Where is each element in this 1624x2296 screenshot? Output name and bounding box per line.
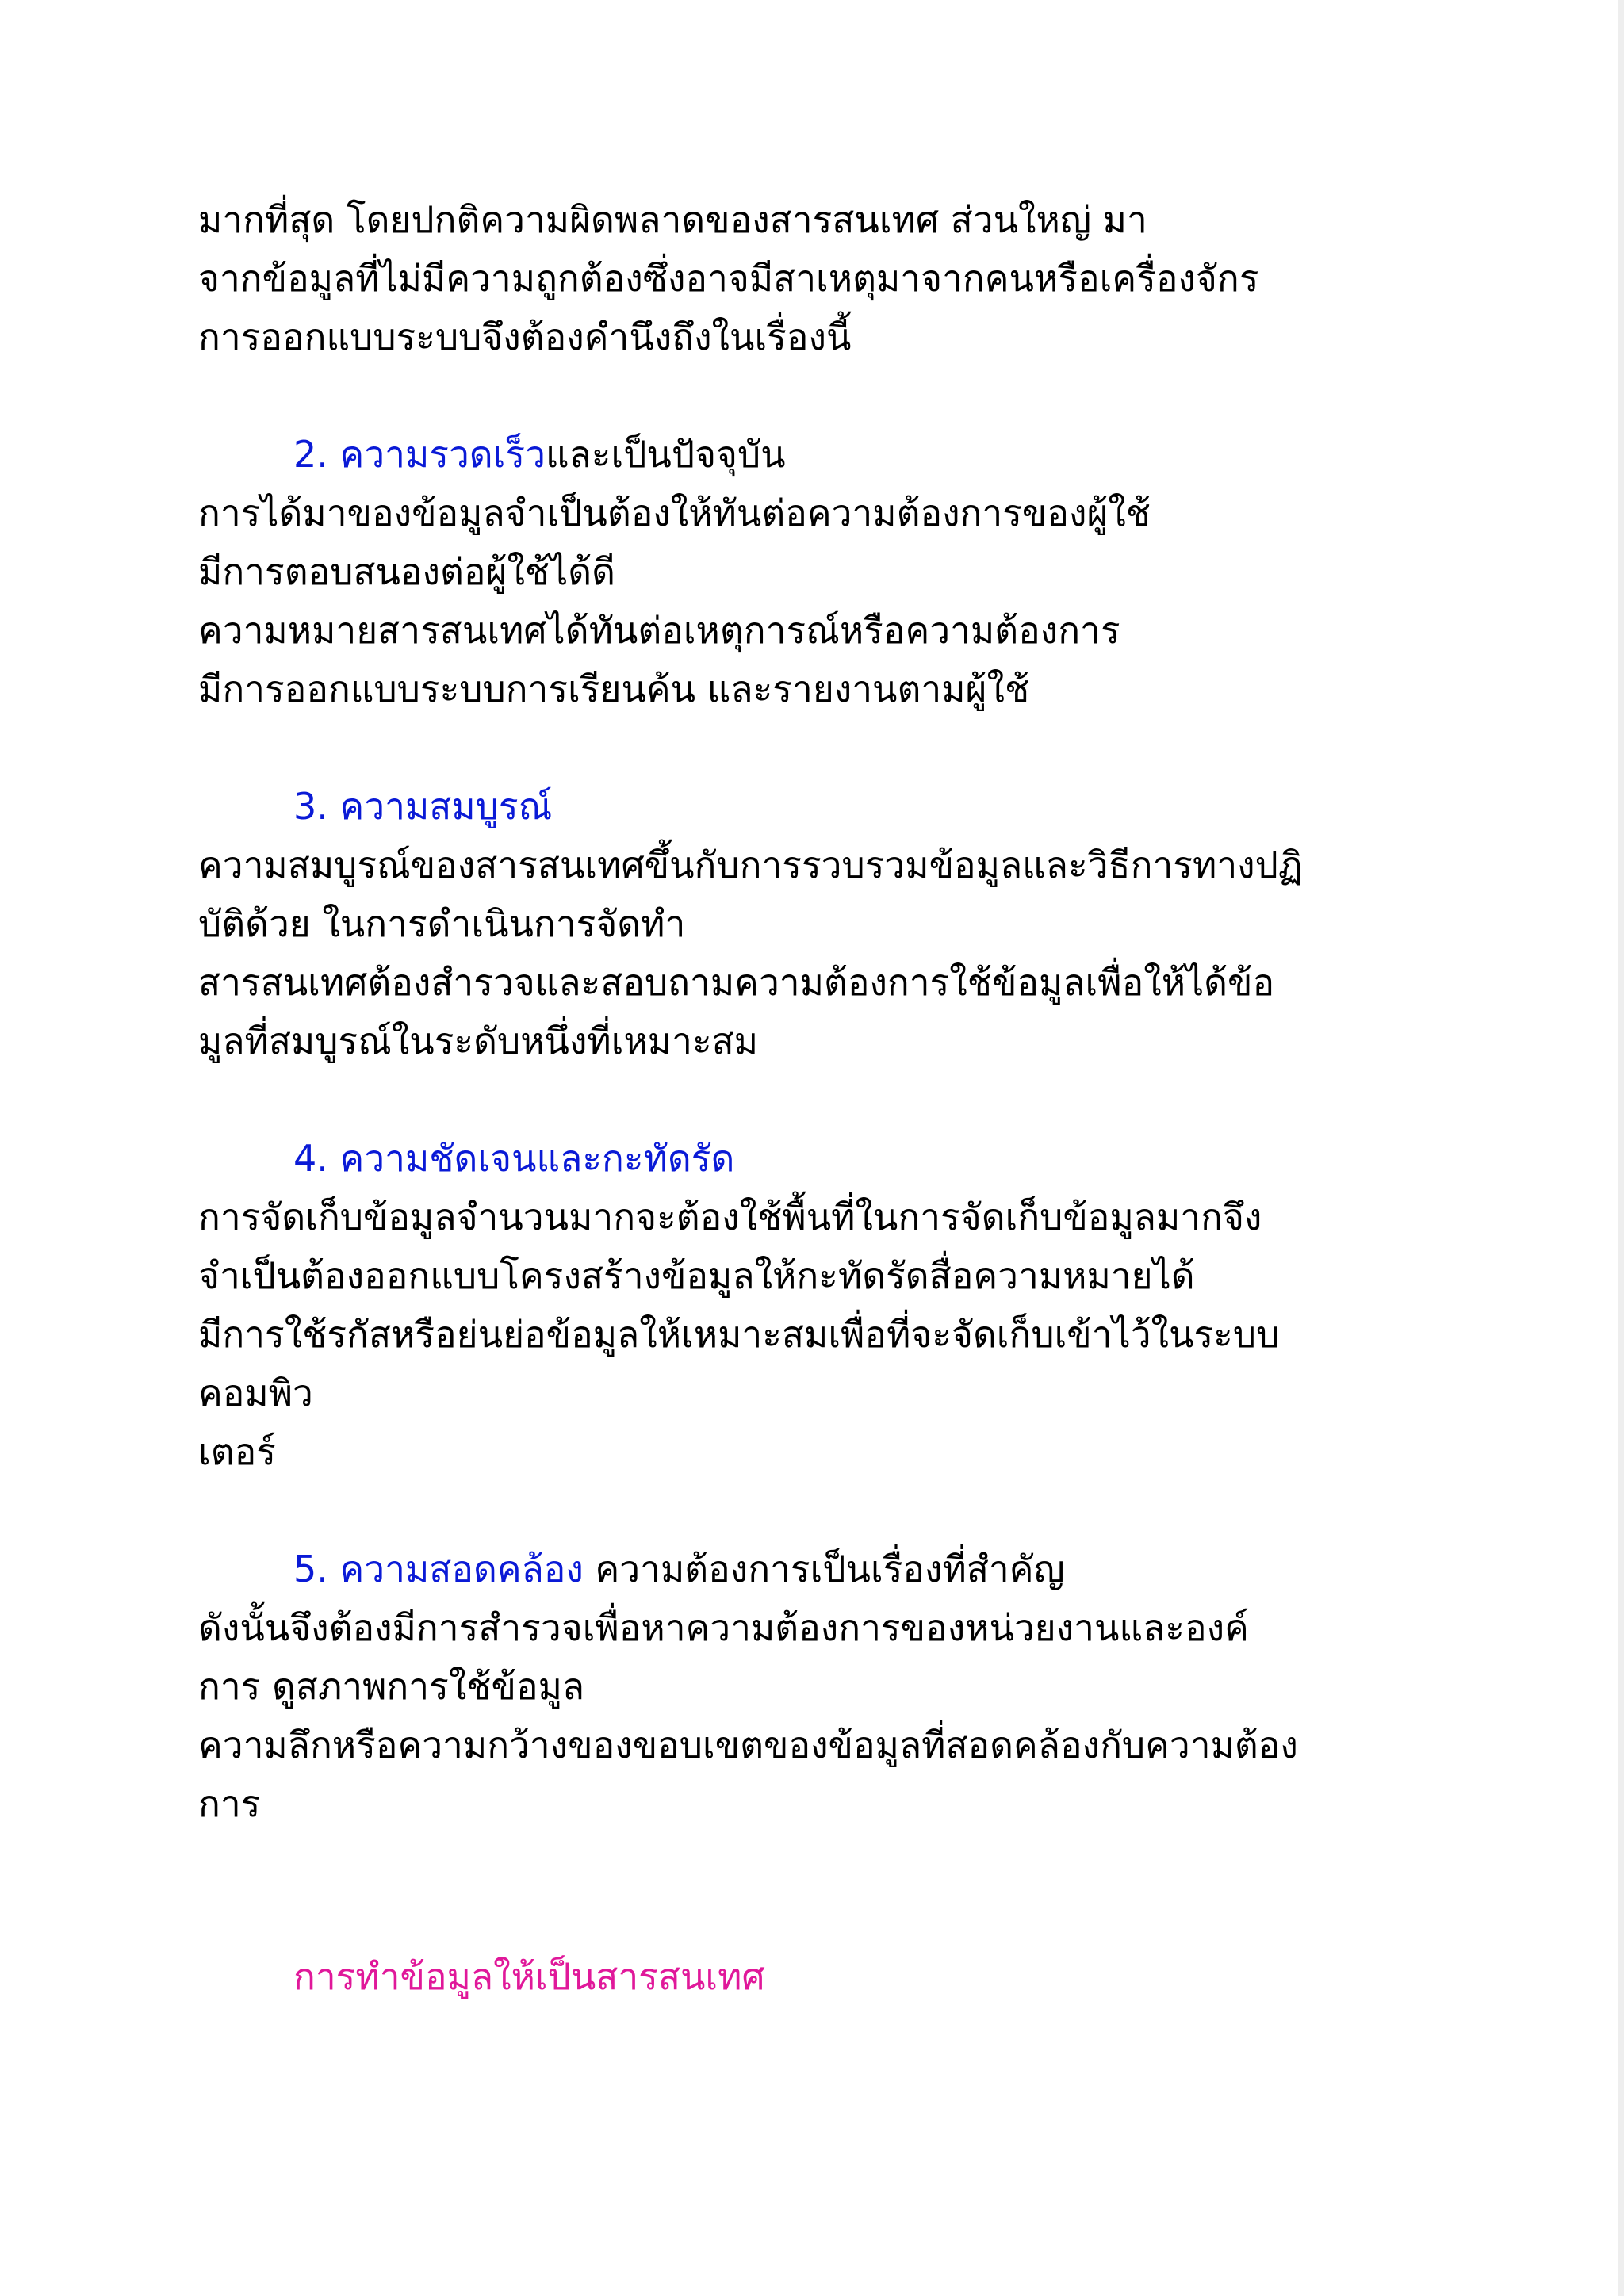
section-4-title: ความชัดเจนและกะทัดรัด — [339, 1137, 735, 1180]
section-4-heading — [198, 1129, 1467, 1188]
section-4-line-4: คอมพิว — [198, 1372, 313, 1414]
section-2-title-suffix: และเป็นปัจจุบัน — [545, 433, 786, 476]
section-2-line-2: มีการตอบสนองต่อผู้ใช้ได้ดี — [198, 550, 616, 593]
section-2-line-3: ความหมายสารสนเทศได้ทันต่อเหตุการณ์หรือความต้องการ — [198, 609, 1120, 652]
section-3-heading — [198, 777, 1467, 836]
section-3-line-3: สารสนเทศต้องสำรวจและสอบถามความต้องการใช้ข้อมูลเพื่อให้ได้ข้อ — [198, 961, 1275, 1004]
section-2 — [198, 425, 1467, 718]
section-3-line-4: มูลที่สมบูรณ์ในระดับหนึ่งที่เหมาะสม — [198, 1020, 759, 1062]
section-2-number: 2. — [293, 433, 328, 476]
section-4 — [198, 1129, 1467, 1481]
section-4-number: 4. — [293, 1137, 328, 1180]
section-5-line-3: ความลึกหรือความกว้างของขอบเขตของข้อมูลที่สอดคล้องกับความต้อง — [198, 1724, 1298, 1766]
section-5-line-2: การ ดูสภาพการใช้ข้อมูล — [198, 1665, 585, 1708]
section-5-heading — [198, 1540, 1467, 1598]
document-body — [198, 190, 1467, 1833]
footer-heading: การทำข้อมูลให้เป็นสารสนเทศ — [293, 1955, 765, 1998]
section-3-number: 3. — [293, 785, 328, 828]
section-2-heading — [198, 425, 1467, 484]
section-3-line-1: ความสมบูรณ์ของสารสนเทศขึ้นกับการรวบรวมข้อมูลและวิธีการทางปฏิ — [198, 844, 1303, 886]
section-5-title-suffix: ความต้องการเป็นเรื่องที่สำคัญ — [583, 1548, 1065, 1590]
section-4-line-2: จำเป็นต้องออกแบบโครงสร้างข้อมูลให้กะทัดรัดสื่อความหมายได้ — [198, 1254, 1195, 1297]
section-5-number: 5. — [293, 1548, 328, 1590]
section-4-line-5: เตอร์ — [198, 1430, 276, 1473]
intro-line-3: การออกแบบระบบจึงต้องคำนึงถึงในเรื่องนี้ — [198, 316, 852, 358]
page-edge — [1618, 0, 1624, 2296]
section-5 — [198, 1540, 1467, 1833]
intro-line-1: มากที่สุด โดยปกติความผิดพลาดของสารสนเทศ ส่วนใหญ่ มา — [198, 198, 1147, 241]
section-2-line-4: มีการออกแบบระบบการเรียนค้น และรายงานตามผู้ใช้ — [198, 668, 1030, 710]
section-4-line-3: มีการใช้รกัสหรือย่นย่อข้อมูลให้เหมาะสมเพื่อที่จะจัดเก็บเข้าไว้ในระบบ — [198, 1313, 1280, 1356]
section-5-title: ความสอดคล้อง — [339, 1548, 584, 1590]
section-3-title: ความสมบูรณ์ — [339, 785, 553, 828]
section-5-line-4: การ — [198, 1782, 261, 1825]
section-4-line-1: การจัดเก็บข้อมูลจำนวนมากจะต้องใช้พื้นที่ในการจัดเก็บข้อมูลมากจึง — [198, 1196, 1262, 1238]
intro-line-2: จากข้อมูลที่ไม่มีความถูกต้องซึ่งอาจมีสาเหตุมาจากคนหรือเครื่องจักร — [198, 257, 1259, 300]
section-5-line-1: ดังนั้นจึงต้องมีการสำรวจเพื่อหาความต้องการของหน่วยงานและองค์ — [198, 1606, 1249, 1649]
section-2-line-1: การได้มาของข้อมูลจำเป็นต้องให้ทันต่อความต้องการของผู้ใช้ — [198, 492, 1151, 534]
section-3-line-2: บัติด้วย ในการดำเนินการจัดทำ — [198, 902, 686, 945]
section-2-title: ความรวดเร็ว — [339, 433, 546, 476]
section-3 — [198, 777, 1467, 1070]
